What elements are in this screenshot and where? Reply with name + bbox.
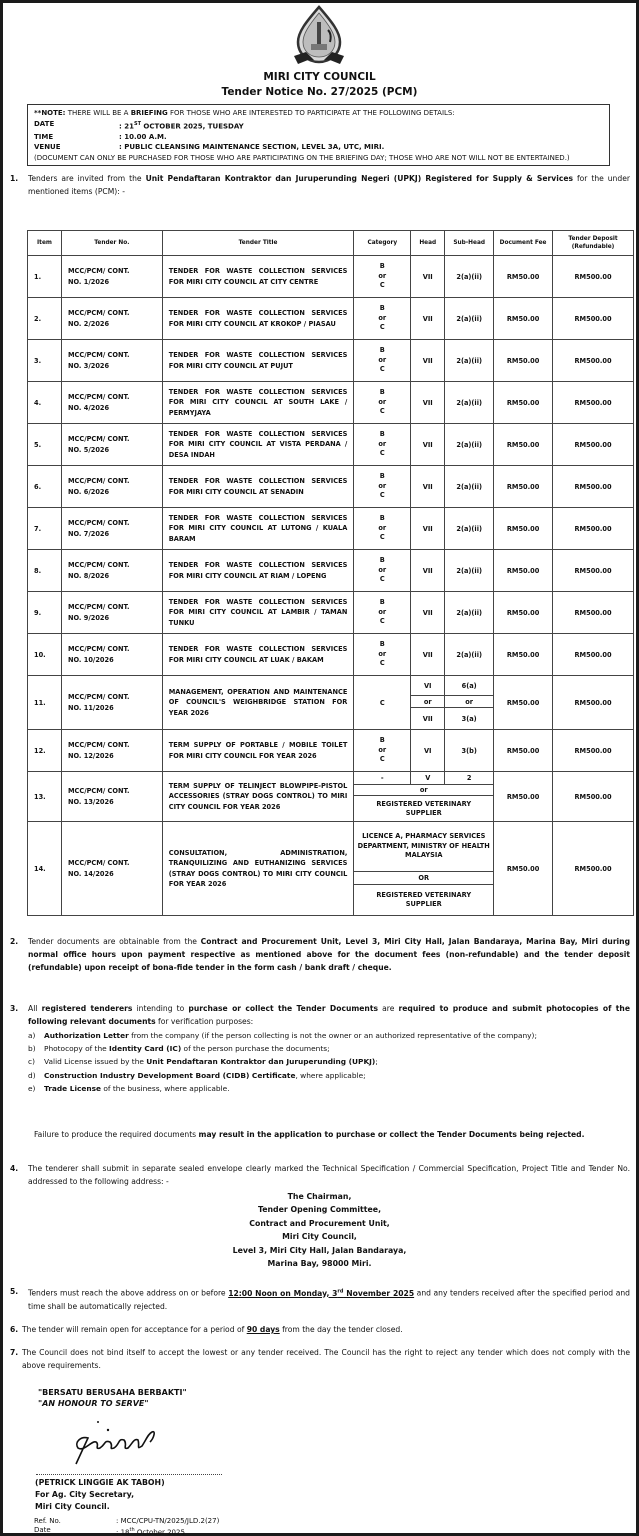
col-item: Item xyxy=(28,231,62,256)
tender-number: MCC/PCM/ CONT. NO. 9/2026 xyxy=(61,592,162,634)
table-row xyxy=(28,730,634,772)
head: VII xyxy=(411,592,445,634)
sub-head: 2(a)(ii) xyxy=(445,550,494,592)
item-number: 7. xyxy=(28,508,62,550)
category: B or C xyxy=(354,298,411,340)
tender-deposit: RM500.00 xyxy=(553,340,634,382)
tender-deposit: RM500.00 xyxy=(553,550,634,592)
item-number: 14. xyxy=(28,822,62,916)
sub-head: 2(a)(ii) xyxy=(445,424,494,466)
tender-title: TENDER FOR WASTE COLLECTION SERVICES FOR MIRI CITY COUNCIL AT SOUTH LAKE / PERMYJAYA xyxy=(162,382,354,424)
note-date-row: DATE : 21ST OCTOBER 2025, TUESDAY xyxy=(34,119,244,130)
table-header-row xyxy=(28,231,634,256)
tender-title: TENDER FOR WASTE COLLECTION SERVICES FOR MIRI CITY COUNCIL AT KROKOP / PIASAU xyxy=(162,298,354,340)
requirement-vet: REGISTERED VETERINARY SUPPLIER xyxy=(354,885,494,916)
note-time-row: TIME : 10.00 A.M. xyxy=(34,132,167,141)
tender-deposit: RM500.00 xyxy=(553,466,634,508)
section-5: 5. Tenders must reach the above address on or before 12:00 Noon on Monday, 3rd November 2025 and any tenders received after the specified period and time shall be automatically rejected. xyxy=(10,1287,630,1311)
table-row xyxy=(28,676,634,696)
document-fee: RM50.00 xyxy=(494,772,553,822)
col-head: Head xyxy=(411,231,445,256)
table-row xyxy=(28,508,634,550)
table-row xyxy=(28,592,634,634)
tender-number: MCC/PCM/ CONT. NO. 8/2026 xyxy=(61,550,162,592)
sub-head: 2(a)(ii) xyxy=(445,256,494,298)
item-number: 10. xyxy=(28,634,62,676)
head: VII xyxy=(411,508,445,550)
document-fee: RM50.00 xyxy=(494,634,553,676)
item-number: 11. xyxy=(28,676,62,730)
section-7: 7. The Council does not bind itself to accept the lowest or any tender received. The Council has the right to reject any tender which does not comply with the above requirements. xyxy=(10,1348,630,1370)
sub-head: 2(a)(ii) xyxy=(445,298,494,340)
council-crest-icon xyxy=(284,4,354,68)
item-number: 2. xyxy=(28,298,62,340)
note-venue-row: VENUE : PUBLIC CLEANSING MAINTENANCE SECTION, LEVEL 3A, UTC, MIRI. xyxy=(34,143,385,152)
item-number: 3. xyxy=(28,340,62,382)
tender-deposit: RM500.00 xyxy=(553,676,634,730)
section-4: 4. The tenderer shall submit in separate sealed envelope clearly marked the Technical Specification / Commercial Specification, Project Title and Tender No. addressed to the following address: - xyxy=(10,1164,630,1186)
document-fee: RM50.00 xyxy=(494,340,553,382)
item-number: 4. xyxy=(28,382,62,424)
category: B or C xyxy=(354,382,411,424)
tender-title: TENDER FOR WASTE COLLECTION SERVICES FOR MIRI CITY COUNCIL AT LUTONG / KUALA BARAM xyxy=(162,508,354,550)
col-deposit: Tender Deposit (Refundable) xyxy=(553,231,634,256)
ref-row: Ref. No. : MCC/CPU-TN/2025/JLD.2(27) xyxy=(34,1517,220,1525)
category: B or C xyxy=(354,550,411,592)
tender-number: MCC/PCM/ CONT. NO. 6/2026 xyxy=(61,466,162,508)
requirement-licence: LICENCE A, PHARMACY SERVICES DEPARTMENT, MINISTRY OF HEALTH MALAYSIA xyxy=(354,822,494,872)
document-fee: RM50.00 xyxy=(494,424,553,466)
council-name: MIRI CITY COUNCIL xyxy=(263,71,376,83)
item-number: 12. xyxy=(28,730,62,772)
sub-head-or: or xyxy=(445,696,494,708)
motto-malay: "BERSATU BERUSAHA BERBAKTI" xyxy=(38,1388,187,1397)
list-item: a) Authorization Letter from the company (if the person collecting is not the owner or an authorized representative of the company); xyxy=(28,1031,537,1040)
document-fee: RM50.00 xyxy=(494,256,553,298)
head: VII xyxy=(411,466,445,508)
document-fee: RM50.00 xyxy=(494,466,553,508)
item-number: 6. xyxy=(28,466,62,508)
col-fee: Document Fee xyxy=(494,231,553,256)
category: B or C xyxy=(354,730,411,772)
tender-number: MCC/PCM/ CONT. NO. 5/2026 xyxy=(61,424,162,466)
reference-block xyxy=(34,1517,219,1536)
date-row: Date : 18th October 2025 xyxy=(34,1526,185,1536)
head: VI xyxy=(411,676,445,696)
tender-deposit: RM500.00 xyxy=(553,508,634,550)
table-row xyxy=(28,382,634,424)
signatory-org: Miri City Council. xyxy=(35,1502,110,1512)
tender-deposit: RM500.00 xyxy=(553,772,634,822)
tender-deposit: RM500.00 xyxy=(553,382,634,424)
section-6: 6. The tender will remain open for acceptance for a period of 90 days from the day the tender closed. xyxy=(10,1325,403,1334)
item-number: 8. xyxy=(28,550,62,592)
category: B or C xyxy=(354,592,411,634)
head: VII xyxy=(411,708,445,730)
tender-number: MCC/PCM/ CONT. NO. 13/2026 xyxy=(61,772,162,822)
alt-requirement: REGISTERED VETERINARY SUPPLIER xyxy=(354,796,494,822)
note-intro: **NOTE: THERE WILL BE A BRIEFING FOR THOSE WHO ARE INTERESTED TO PARTICIPATE AT THE FOLLOWING DETAILS: xyxy=(34,109,455,117)
list-item: e) Trade License of the business, where applicable. xyxy=(28,1083,230,1093)
category: B or C xyxy=(354,256,411,298)
tender-title: MANAGEMENT, OPERATION AND MAINTENANCE OF COUNCIL'S WEIGHBRIDGE STATION FOR YEAR 2026 xyxy=(162,676,354,730)
table-row xyxy=(28,256,634,298)
col-title: Tender Title xyxy=(162,231,354,256)
table-row xyxy=(28,298,634,340)
table-row xyxy=(28,634,634,676)
document-fee: RM50.00 xyxy=(494,550,553,592)
tender-number: MCC/PCM/ CONT. NO. 14/2026 xyxy=(61,822,162,916)
sub-head: 2(a)(ii) xyxy=(445,340,494,382)
signatory-role: For Ag. City Secretary, xyxy=(35,1490,135,1500)
section-3: 3. All registered tenderers intending to purchase or collect the Tender Documents are required to produce and submit photocopies of the following relevant documents for verification purposes: xyxy=(10,1004,630,1026)
tender-title: TENDER FOR WASTE COLLECTION SERVICES FOR MIRI CITY COUNCIL AT LAMBIR / TAMAN TUNKU xyxy=(162,592,354,634)
sub-head: 2(a)(ii) xyxy=(445,382,494,424)
tender-number: MCC/PCM/ CONT. NO. 3/2026 xyxy=(61,340,162,382)
section-1: 1. Tenders are invited from the Unit Pendaftaran Kontraktor dan Juruperunding Negeri (UPKJ) Registered for Supply & Services for the under mentioned items (PCM): - xyxy=(10,174,630,196)
tender-title: TENDER FOR WASTE COLLECTION SERVICES FOR MIRI CITY COUNCIL AT PUJUT xyxy=(162,340,354,382)
sub-head: 2(a)(ii) xyxy=(445,466,494,508)
head: VII xyxy=(411,340,445,382)
list-item: c) Valid License issued by the Unit Pendaftaran Kontraktor dan Juruperunding (UPKJ); xyxy=(28,1057,378,1067)
table-row xyxy=(28,466,634,508)
briefing-note-box xyxy=(27,104,610,166)
tender-number: MCC/PCM/ CONT. NO. 11/2026 xyxy=(61,676,162,730)
sub-head: 3(a) xyxy=(445,708,494,730)
category: B or C xyxy=(354,340,411,382)
alt-or: or xyxy=(354,785,494,796)
tender-number: MCC/PCM/ CONT. NO. 12/2026 xyxy=(61,730,162,772)
tender-deposit: RM500.00 xyxy=(553,822,634,916)
list-item: d) Construction Industry Development Board (CIDB) Certificate, where applicable; xyxy=(28,1070,366,1080)
section-2: 2. Tender documents are obtainable from the Contract and Procurement Unit, Level 3, Miri City Hall, Jalan Bandaraya, Marina Bay, Miri during normal office hours upon payment respective as mentioned above for the document fees (non-refundable) and the tender deposit (refundable) upon receipt of bona-fide tender in the form cash / bank draft / cheque. xyxy=(10,937,631,972)
submission-address: The Chairman, Tender Opening Committee, Contract and Procurement Unit, Miri City Council, Level 3, Miri City Hall, Jalan Bandaraya, Marina Bay, 98000 Miri. xyxy=(232,1192,407,1269)
tender-number: MCC/PCM/ CONT. NO. 1/2026 xyxy=(61,256,162,298)
document-fee: RM50.00 xyxy=(494,676,553,730)
table-row xyxy=(28,550,634,592)
tender-deposit: RM500.00 xyxy=(553,424,634,466)
item-number: 5. xyxy=(28,424,62,466)
tender-deposit: RM500.00 xyxy=(553,256,634,298)
head: VII xyxy=(411,550,445,592)
item-number: 1. xyxy=(28,256,62,298)
tender-deposit: RM500.00 xyxy=(553,298,634,340)
document-fee: RM50.00 xyxy=(494,592,553,634)
head: VII xyxy=(411,634,445,676)
tender-notice-title: Tender Notice No. 27/2025 (PCM) xyxy=(221,86,418,98)
table-row xyxy=(28,772,634,785)
tender-title: TENDER FOR WASTE COLLECTION SERVICES FOR MIRI CITY COUNCIL AT VISTA PERDANA / DESA INDAH xyxy=(162,424,354,466)
signatory-block xyxy=(35,1477,165,1514)
col-category: Category xyxy=(354,231,411,256)
tender-deposit: RM500.00 xyxy=(553,592,634,634)
tender-number: MCC/PCM/ CONT. NO. 7/2026 xyxy=(61,508,162,550)
note-disclaimer: (DOCUMENT CAN ONLY BE PURCHASED FOR THOSE WHO ARE PARTICIPATING ON THE BRIEFING DAY; THOSE WHO ARE NOT WILL NOT BE ENTERTAINED.) xyxy=(34,153,570,162)
signature-icon xyxy=(36,1420,216,1466)
signatory-name: (PETRICK LINGGIE AK TABOH) xyxy=(35,1478,165,1487)
tender-title: TERM SUPPLY OF TELINJECT BLOWPIPE-PISTOL ACCESSORIES (STRAY DOGS CONTROL) TO MIRI CITY COUNCIL FOR YEAR 2026 xyxy=(162,772,354,822)
item-number: 9. xyxy=(28,592,62,634)
tender-title: TERM SUPPLY OF PORTABLE / MOBILE TOILET FOR MIRI CITY COUNCIL FOR YEAR 2026 xyxy=(162,730,354,772)
tender-deposit: RM500.00 xyxy=(553,634,634,676)
sub-head: 2(a)(ii) xyxy=(445,508,494,550)
item-number: 13. xyxy=(28,772,62,822)
head: V xyxy=(411,772,445,785)
sub-head: 2(a)(ii) xyxy=(445,634,494,676)
category: B or C xyxy=(354,424,411,466)
head: VII xyxy=(411,256,445,298)
tender-number: MCC/PCM/ CONT. NO. 4/2026 xyxy=(61,382,162,424)
category: B or C xyxy=(354,466,411,508)
tender-number: MCC/PCM/ CONT. NO. 10/2026 xyxy=(61,634,162,676)
category: B or C xyxy=(354,634,411,676)
col-tender-no: Tender No. xyxy=(61,231,162,256)
head: VII xyxy=(411,382,445,424)
document-fee: RM50.00 xyxy=(494,730,553,772)
sub-head: 2(a)(ii) xyxy=(445,592,494,634)
table-row xyxy=(28,424,634,466)
category: C xyxy=(354,676,411,730)
category: - xyxy=(354,772,411,785)
tender-title: TENDER FOR WASTE COLLECTION SERVICES FOR MIRI CITY COUNCIL AT SENADIN xyxy=(162,466,354,508)
document-fee: RM50.00 xyxy=(494,508,553,550)
sub-head: 3(b) xyxy=(445,730,494,772)
list-item: b) Photocopy of the Identity Card (IC) of the person purchase the documents; xyxy=(28,1044,330,1054)
table-row xyxy=(28,822,634,872)
head: VI xyxy=(411,730,445,772)
head: VII xyxy=(411,298,445,340)
tender-title: CONSULTATION, ADMINISTRATION, TRANQUILIZING AND EUTHANIZING SERVICES (STRAY DOGS CONTROL) TO MIRI CITY COUNCIL FOR YEAR 2026 xyxy=(162,822,354,916)
requirement-or: OR xyxy=(354,872,494,885)
signature-line xyxy=(36,1474,222,1475)
head-or: or xyxy=(411,696,445,708)
required-documents-list xyxy=(28,1029,578,1095)
table-row xyxy=(28,340,634,382)
failure-warning: Failure to produce the required documents may result in the application to purchase or collect the Tender Documents being rejected. xyxy=(34,1130,585,1139)
tender-title: TENDER FOR WASTE COLLECTION SERVICES FOR MIRI CITY COUNCIL AT CITY CENTRE xyxy=(162,256,354,298)
category: B or C xyxy=(354,508,411,550)
document-fee: RM50.00 xyxy=(494,822,553,916)
col-subhead: Sub-Head xyxy=(445,231,494,256)
tender-table xyxy=(27,230,634,916)
tender-title: TENDER FOR WASTE COLLECTION SERVICES FOR MIRI CITY COUNCIL AT RIAM / LOPENG xyxy=(162,550,354,592)
document-fee: RM50.00 xyxy=(494,382,553,424)
sub-head: 2 xyxy=(445,772,494,785)
document-fee: RM50.00 xyxy=(494,298,553,340)
tender-deposit: RM500.00 xyxy=(553,730,634,772)
tender-title: TENDER FOR WASTE COLLECTION SERVICES FOR MIRI CITY COUNCIL AT LUAK / BAKAM xyxy=(162,634,354,676)
tender-number: MCC/PCM/ CONT. NO. 2/2026 xyxy=(61,298,162,340)
sub-head: 6(a) xyxy=(445,676,494,696)
head: VII xyxy=(411,424,445,466)
motto-english: "AN HONOUR TO SERVE" xyxy=(38,1399,149,1408)
